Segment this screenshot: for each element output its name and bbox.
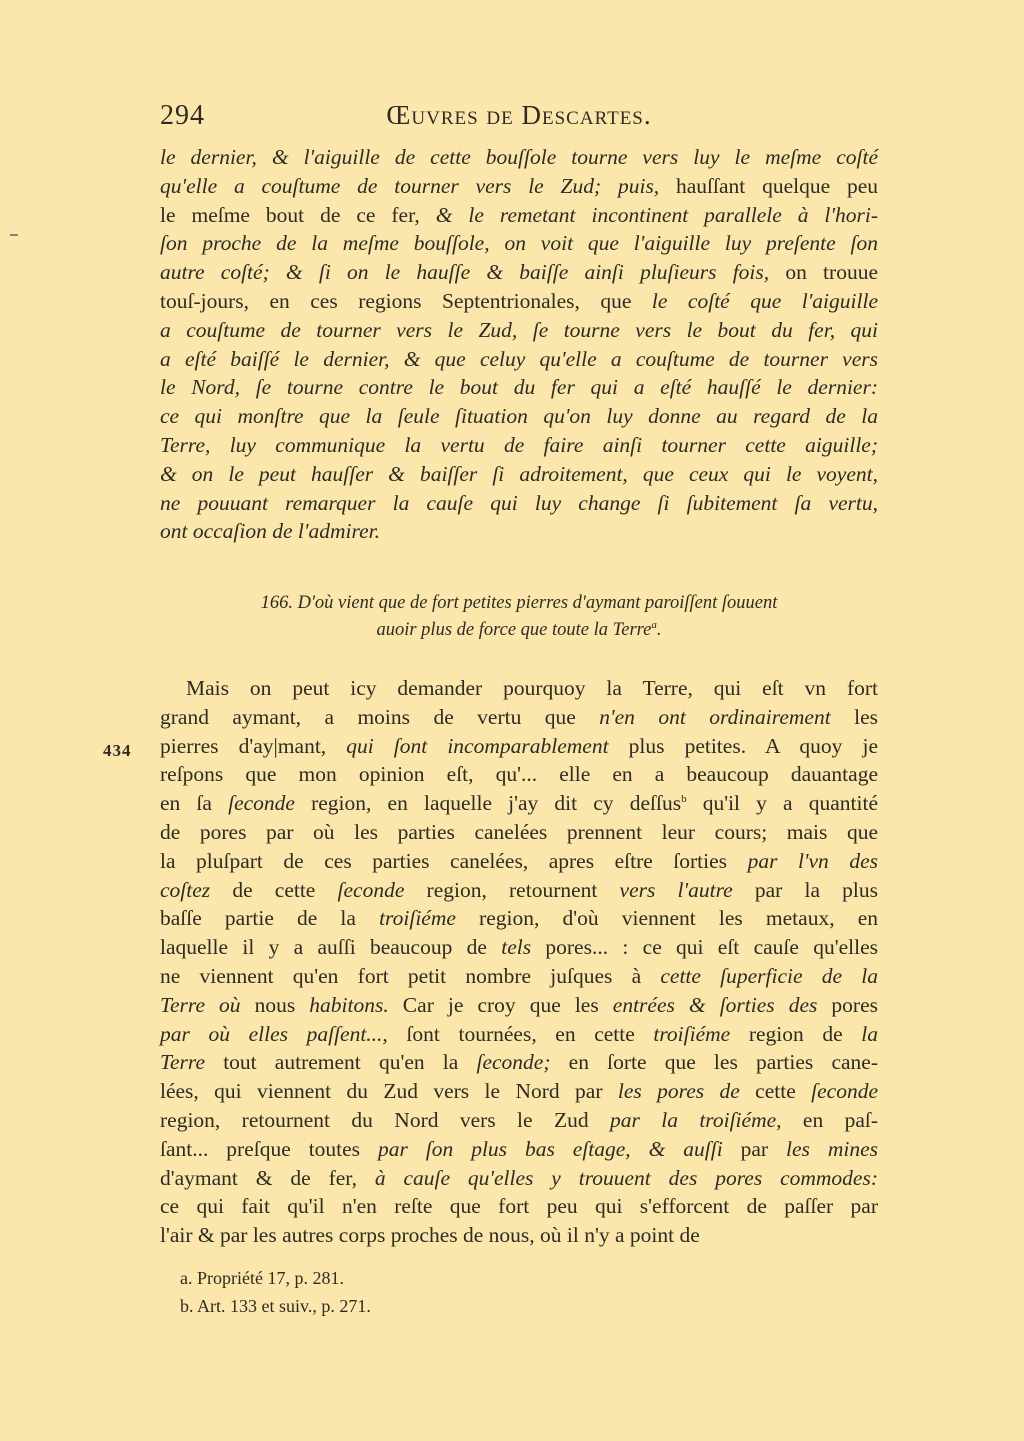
text-segment: Terre, luy communique la vertu de faire ainſi tourner cette aiguille; xyxy=(160,432,878,457)
section-heading-line-2 xyxy=(160,617,878,644)
text-segment: ſeconde xyxy=(228,791,295,816)
text-line xyxy=(160,316,878,345)
text-segment: qu'il y a quantité xyxy=(686,791,878,816)
text-segment: qui ſont incomparablement xyxy=(346,733,609,758)
text-line xyxy=(160,143,878,172)
text-segment: & on le peut hauſſer & baiſſer ſi adroitement, que ceux qui le voyent, xyxy=(160,461,878,486)
text-segment: ce qui fait qu'il n'en reſte que fort peu qui s'efforcent de paſſer par xyxy=(160,1194,878,1219)
text-segment: pierres d'ay|mant, xyxy=(160,733,347,758)
text-line xyxy=(160,732,878,761)
margin-page-number: 434 xyxy=(103,741,132,760)
text-line xyxy=(160,431,878,460)
text-segment: baſſe partie de la xyxy=(160,906,380,931)
text-segment: pores xyxy=(817,992,878,1017)
text-segment: lées, qui viennent du Zud vers le Nord par xyxy=(160,1079,618,1104)
text-segment: ſeconde xyxy=(337,877,405,902)
text-line xyxy=(160,489,878,518)
text-segment: la pluſpart de ces parties canelées, apres eſtre ſorties xyxy=(160,848,748,873)
footnotes xyxy=(180,1264,371,1320)
paragraph-2 xyxy=(160,674,878,1250)
footnote-ref-a: a xyxy=(651,618,657,631)
text-segment: qu'elle a couſtume de tourner vers le Zud; puis, xyxy=(160,173,660,198)
text-segment: ce qui monſtre que la ſeule ſituation qu'on luy donne au regard de la xyxy=(160,404,878,429)
text-line xyxy=(160,703,878,732)
page-header xyxy=(160,100,878,136)
text-line xyxy=(160,1164,878,1193)
text-segment: ſon proche de la meſme bouſſole, on voit que l'aiguille luy preſente ſon xyxy=(160,231,878,256)
text-segment: par où elles paſſent..., xyxy=(160,1021,388,1046)
section-heading-line-1: 166. D'où vient que de fort petites pierres d'aymant paroiſſent ſouuent xyxy=(260,593,778,613)
text-line xyxy=(160,517,878,546)
text-segment: entrées & ſorties des xyxy=(612,992,818,1017)
text-line xyxy=(160,258,878,287)
text-segment: on trouue xyxy=(769,260,878,285)
text-segment: region, retournent xyxy=(404,877,620,902)
text-segment: touſ-jours, en ces regions Septentrionales, que xyxy=(160,288,652,313)
text-segment: la xyxy=(861,1021,878,1046)
text-segment: reſpons que mon opinion eſt, qu'... elle en a beaucoup dauantage xyxy=(160,762,878,787)
text-line xyxy=(160,460,878,489)
text-line xyxy=(160,1020,878,1049)
text-segment: par xyxy=(722,1136,787,1161)
text-line xyxy=(160,201,878,230)
text-line xyxy=(160,229,878,258)
text-line xyxy=(160,1221,878,1250)
text-line xyxy=(160,904,878,933)
text-line xyxy=(160,402,878,431)
text-line xyxy=(160,172,878,201)
text-segment: Terre où xyxy=(160,992,241,1017)
paragraph-1 xyxy=(160,143,878,546)
text-line xyxy=(160,789,878,818)
text-segment: n'en ont ordinairement xyxy=(599,704,831,729)
text-segment: de cette xyxy=(210,877,338,902)
text-line xyxy=(160,847,878,876)
page-number: 294 xyxy=(160,100,205,131)
text-segment: par la troiſiéme, xyxy=(609,1107,782,1132)
text-segment: troiſiéme xyxy=(653,1021,731,1046)
text-segment: grand aymant, a moins de vertu que xyxy=(160,704,600,729)
text-segment: autre coſté; & ſi on le hauſſe & baiſſe ainſi pluſieurs fois, xyxy=(160,260,770,285)
text-line xyxy=(160,876,878,905)
section-heading xyxy=(160,590,878,644)
text-segment: region, d'où viennent les metaux, en xyxy=(455,906,878,931)
text-line xyxy=(160,991,878,1020)
text-segment: d'aymant & de fer, xyxy=(160,1165,375,1190)
text-segment: region, en laquelle j'ay dit cy deſſus xyxy=(294,791,682,816)
text-line xyxy=(160,818,878,847)
page-edge-mark xyxy=(10,234,18,236)
text-segment: region, retournent du Nord vers le Zud xyxy=(160,1107,610,1132)
text-segment: ne viennent qu'en fort petit nombre juſques à xyxy=(160,963,661,988)
text-segment: Mais on peut icy demander pourquoy la Terre, qui eſt vn fort xyxy=(186,676,878,700)
text-segment: le Nord, ſe tourne contre le bout du fer qui a eſté hauſſé le dernier: xyxy=(160,375,878,400)
text-segment: le coſté que l'aiguille xyxy=(651,288,878,313)
text-segment: en ſa xyxy=(160,791,229,816)
text-segment: plus petites. A quoy je xyxy=(608,733,878,758)
text-segment: coſtez xyxy=(160,877,211,902)
footnote-b: b. Art. 133 et suiv., p. 271. xyxy=(180,1296,371,1316)
text-segment: troiſiéme xyxy=(379,906,456,931)
section-heading-text: auoir plus de force que toute la Terre xyxy=(376,620,652,640)
text-segment: à cauſe qu'elles y trouuent des pores commodes: xyxy=(374,1165,878,1190)
text-segment: nous xyxy=(240,992,310,1017)
text-segment: & le remetant incontinent parallele à l'hori- xyxy=(435,202,879,227)
text-segment: ſeconde xyxy=(811,1079,878,1104)
text-segment: cette xyxy=(739,1079,812,1104)
text-segment: habitons. xyxy=(309,992,389,1017)
text-segment: pores... : ce qui eſt cauſe qu'elles xyxy=(531,935,878,960)
running-title: Œuvres de Descartes. xyxy=(386,100,652,130)
text-segment: par ſon plus bas eſtage, & auſſi xyxy=(378,1136,723,1161)
text-line xyxy=(160,1135,878,1164)
text-line xyxy=(160,962,878,991)
text-segment: ſant... preſque toutes xyxy=(160,1136,378,1161)
text-line xyxy=(160,1048,878,1077)
text-segment: tout autrement qu'en la xyxy=(205,1050,477,1075)
text-line xyxy=(160,674,878,703)
text-segment: par la plus xyxy=(732,877,879,902)
text-segment: l'air & par les autres corps proches de nous, où il n'y a point de xyxy=(160,1223,700,1248)
text-line xyxy=(160,760,878,789)
text-line xyxy=(160,373,878,402)
text-segment: a eſté baiſſé le dernier, & que celuy qu'elle a couſtume de tourner vers xyxy=(160,346,878,371)
text-segment: cette ſuperficie de la xyxy=(660,963,879,988)
text-segment: ſeconde; xyxy=(476,1050,551,1075)
text-segment: en ſorte que les parties cane- xyxy=(550,1050,879,1075)
text-segment: region de xyxy=(730,1021,862,1046)
footnote-ref: b xyxy=(681,793,687,806)
section-heading-end: . xyxy=(656,620,662,640)
text-segment: les xyxy=(830,704,878,729)
text-segment: de pores par où les parties canelées prennent leur cours; mais que xyxy=(160,819,878,844)
text-line xyxy=(160,1192,878,1221)
text-line xyxy=(160,1106,878,1135)
text-segment: le dernier, & l'aiguille de cette bouſſole tourne vers luy le meſme coſté xyxy=(160,145,878,169)
text-line xyxy=(160,1077,878,1106)
text-segment: par l'vn des xyxy=(747,848,878,873)
text-segment: vers l'autre xyxy=(619,877,733,902)
text-segment: ſont tournées, en cette xyxy=(387,1021,654,1046)
text-segment: tels xyxy=(501,935,532,960)
text-segment: a couſtume de tourner vers le Zud, ſe tourne vers le bout du fer, qui xyxy=(160,317,878,342)
text-segment: en paſ- xyxy=(781,1107,879,1132)
text-segment: Car je croy que les xyxy=(388,992,613,1017)
text-segment: les pores de xyxy=(617,1079,740,1104)
text-segment: ont occaſion de l'admirer. xyxy=(160,519,380,544)
text-segment: hauſſant quelque peu xyxy=(659,173,878,198)
text-segment: Terre xyxy=(160,1050,206,1075)
text-line xyxy=(160,933,878,962)
text-segment: laquelle il y a auſſi beaucoup de xyxy=(160,935,502,960)
text-line xyxy=(160,287,878,316)
text-line xyxy=(160,345,878,374)
footnote-a: a. Propriété 17, p. 281. xyxy=(180,1268,344,1288)
text-segment: ne pouuant remarquer la cauſe qui luy change ſi ſubitement ſa vertu, xyxy=(160,490,878,515)
text-segment: le meſme bout de ce fer, xyxy=(160,202,436,227)
text-segment: les mines xyxy=(786,1136,879,1161)
